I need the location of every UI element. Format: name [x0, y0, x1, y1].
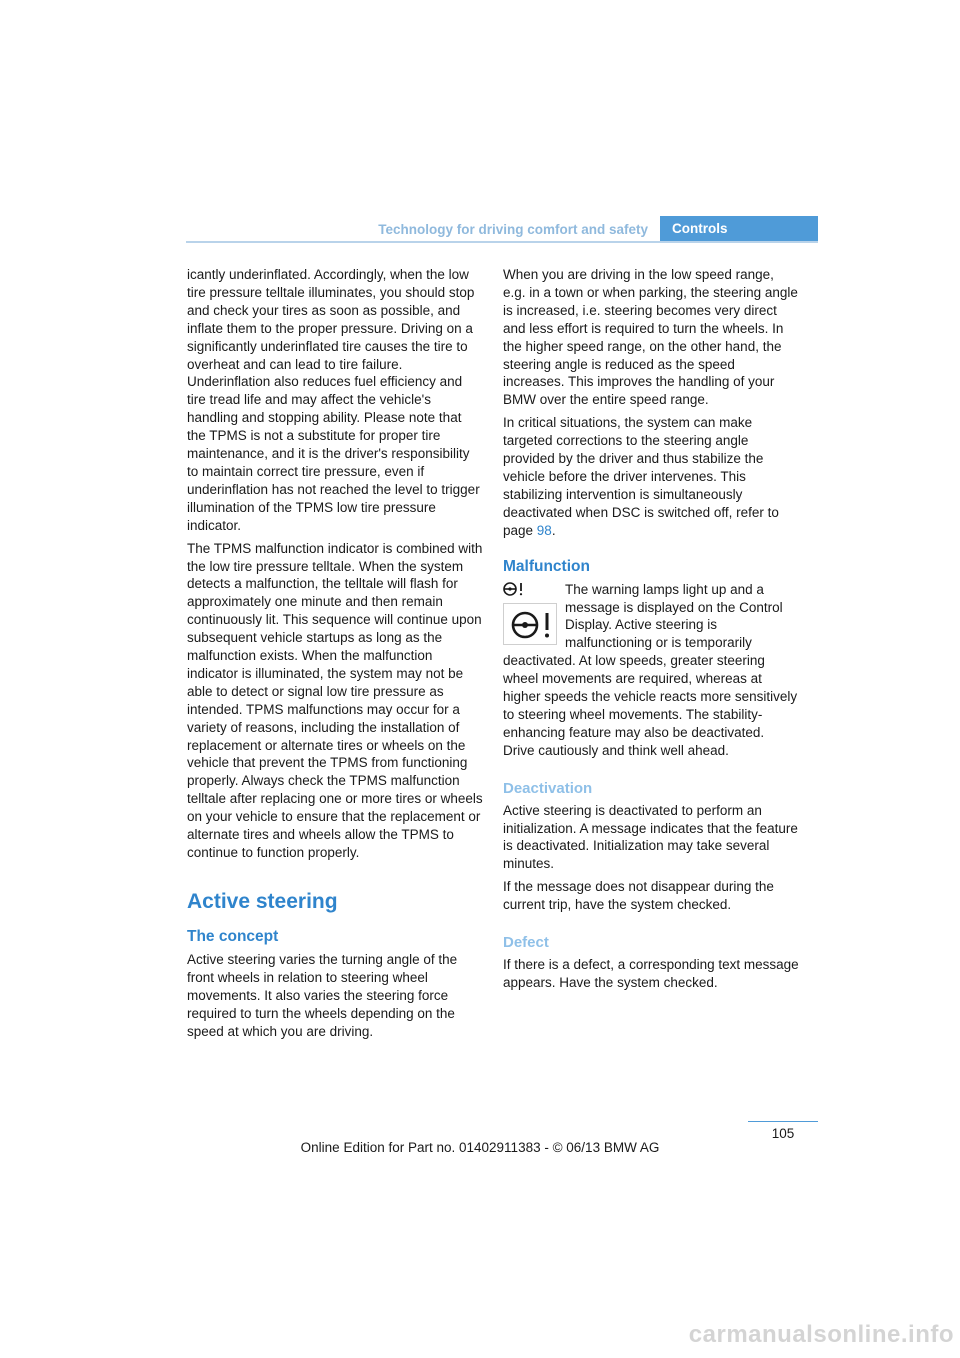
- malfunction-block: [503, 581, 799, 760]
- header-rule: [186, 241, 818, 243]
- paragraph-message-persists: If the message does not disappear during the current trip, have the system checked.: [503, 879, 774, 913]
- paragraph-malfunction: The warning lamps light up and a message is displayed on the Control Display. Active steering is malfunctioning or is temporarily deactivated. At low speeds, greater steering wheel movements are required, whereas at higher speeds the vehicle reacts more sensitively to steering wheel movements. The stability-enhancing feature may also be deactivated. Drive cautiously and think well ahead.: [503, 581, 798, 758]
- page-number-rule: [748, 1121, 818, 1122]
- footer-edition: Online Edition for Part no. 01402911383 - © 06/13 BMW AG: [300, 1140, 660, 1155]
- page-98-link[interactable]: 98: [536, 522, 552, 538]
- page-number: 105: [771, 1126, 795, 1141]
- paragraph-defect: If there is a defect, a corresponding text message appears. Have the system checked.: [503, 957, 799, 990]
- heading-malfunction: Malfunction: [503, 557, 590, 575]
- right-column: [503, 266, 799, 997]
- paragraph-critical-situations: [503, 414, 799, 539]
- heading-deactivation: Deactivation: [503, 779, 593, 797]
- heading-defect: Defect: [503, 934, 549, 952]
- header-chapter-tab: Controls: [660, 216, 818, 242]
- steering-warning-icon: [503, 581, 525, 597]
- paragraph-deactivation: Active steering is deactivated to perform an initialization. A message indicates that the feature is deactivated. Initialization may take several minutes.: [503, 802, 798, 872]
- paragraph-concept: Active steering varies the turning angle of the front wheels in relation to steering wheel movements. It also varies the steering force required to turn the wheels depending on the speed at which you are driving.: [187, 951, 458, 1039]
- heading-active-steering: Active steering: [187, 889, 338, 913]
- watermark: carmanualsonline.info: [688, 1321, 954, 1348]
- paragraph-tpms-malfunction: The TPMS malfunction indicator is combined with the low tire pressure telltale. When the system detects a malfunction, the telltale will flash for approximately one minute and then remain continuously lit. This sequence will continue upon subsequent vehicle startups as long as the malfunction exists. When the malfunction indicator is illuminated, the system may not be able to detect or signal low tire pressure as intended. TPMS malfunctions may occur for a variety of reasons, including the installation of replacement or alternate tires or wheels on the vehicle that prevent the TPMS from functioning properly. Always check the TPMS malfunction telltale after replacing one or more tires or wheels on your vehicle to ensure that the replacement or alternate tires and wheels allow the TPMS to continue to function properly.: [187, 540, 483, 860]
- critical-text-end: .: [551, 522, 556, 538]
- left-column: [187, 266, 483, 1045]
- steering-warning-icon-large: [503, 603, 557, 645]
- header-section-title: Technology for driving comfort and safety: [378, 222, 648, 237]
- warning-icons: [503, 581, 557, 651]
- paragraph-low-speed: When you are driving in the low speed range, e.g. in a town or when parking, the steering angle is increased, i.e. steering becomes very direct and less effort is required to turn the wheels. In the higher speed range, on the other hand, the steering angle is reduced as the speed increases. This improves the handling of your BMW over the entire speed range.: [503, 267, 798, 408]
- paragraph-tpms-underinflation: icantly underinflated. Accordingly, when the low tire pressure telltale illuminates, you should stop and check your tires as soon as possible, and inflate them to the proper pressure. Driving on a significantly underinflated tire causes the tire to overheat and can lead to tire failure. Underinflation also reduces fuel efficiency and tire tread life and may affect the vehicle's handling and stopping ability. Please note that the TPMS is not a substitute for proper tire maintenance, and it is the driver's responsibility to maintain correct tire pressure, even if underinflation has not reached the level to trigger illumination of the TPMS low tire pressure indicator.: [187, 267, 480, 533]
- critical-text: In critical situations, the system can make targeted corrections to the steering angle provided by the driver and thus stabilize the vehicle before the driver intervenes. This stabilizing intervention is simultaneously deactivated when DSC is switched off, refer to page: [503, 415, 779, 538]
- heading-the-concept: The concept: [187, 927, 279, 945]
